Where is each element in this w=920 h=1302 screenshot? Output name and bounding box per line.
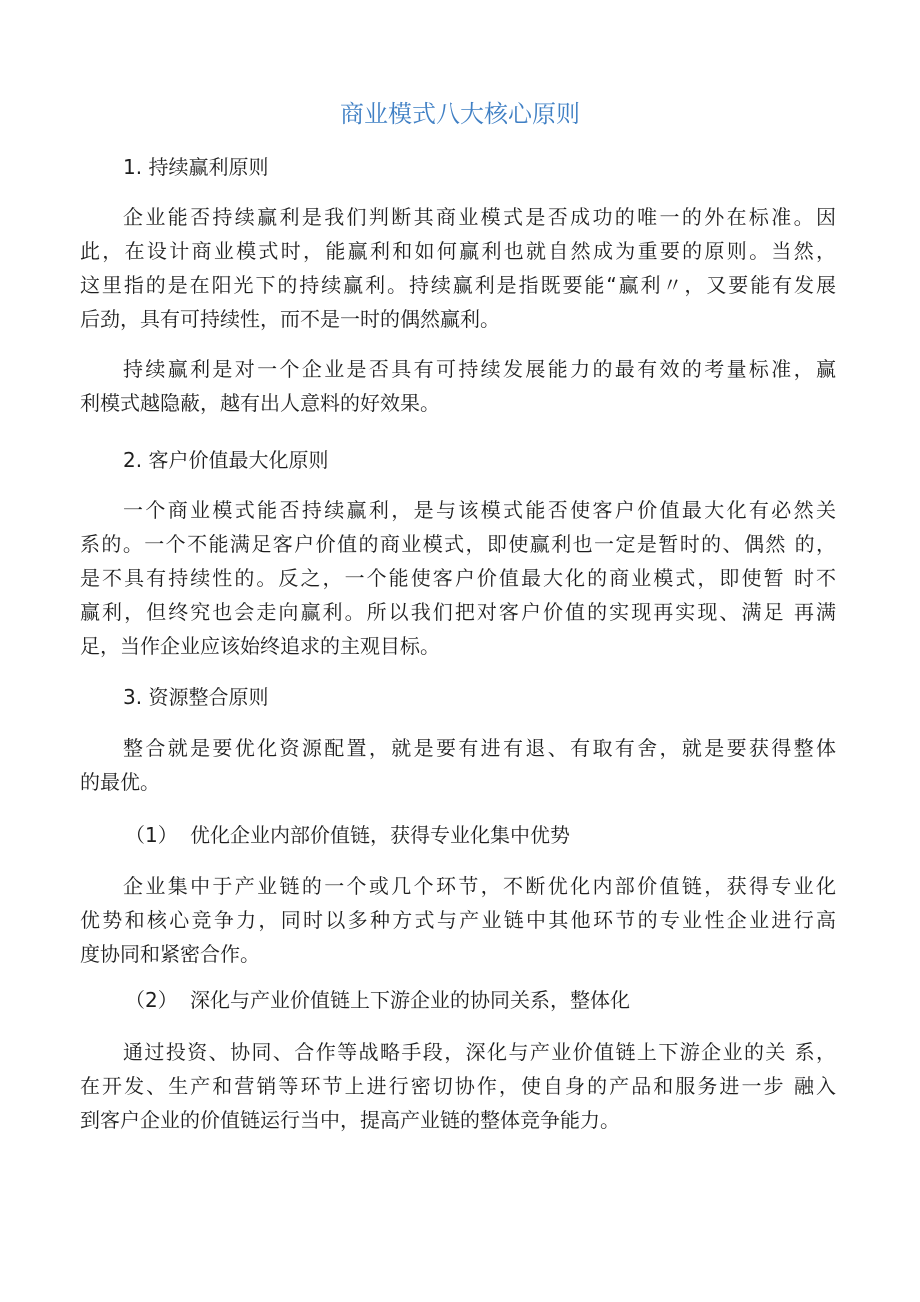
paragraph-line: 企业集中于产业链的一个或几个环节，不断优化内部价值链，获得专业化 bbox=[123, 874, 836, 898]
paragraph-line: 优势和核心竞争力，同时以多种方式与产业链中其他环节的专业性企业进行高 bbox=[80, 908, 836, 932]
section-heading: 2. 客户价值最大化原则 bbox=[123, 448, 329, 472]
paragraph-line: 赢利，但终究也会走向赢利。所以我们把对客户价值的实现再实现、满足 再满 bbox=[80, 600, 836, 624]
section-heading: 3. 资源整合原则 bbox=[123, 685, 269, 709]
section-heading: 1. 持续赢利原则 bbox=[123, 155, 269, 179]
paragraph-line: 系的。一个不能满足客户价值的商业模式，即使赢利也一定是暂时的、偶然 的， bbox=[80, 532, 836, 556]
paragraph-line: 的最优。 bbox=[80, 770, 160, 794]
paragraph-line: 利模式越隐蔽，越有出人意料的好效果。 bbox=[80, 391, 440, 415]
paragraph-line: 一个商业模式能否持续赢利，是与该模式能否使客户价值最大化有必然关 bbox=[123, 498, 836, 522]
paragraph-line: 持续赢利是对一个企业是否具有可持续发展能力的最有效的考量标准，赢 bbox=[123, 357, 836, 381]
paragraph-line: 度协同和紧密合作。 bbox=[80, 942, 260, 966]
subsection-number: （1） bbox=[125, 823, 178, 847]
paragraph-line: 企业能否持续赢利是我们判断其商业模式是否成功的唯一的外在标准。因 bbox=[123, 205, 836, 229]
subsection-number: （2） bbox=[125, 988, 178, 1012]
paragraph-line: 此，在设计商业模式时，能赢利和如何赢利也就自然成为重要的原则。当然， bbox=[80, 239, 836, 263]
paragraph-line: 整合就是要优化资源配置，就是要有进有退、有取有舍，就是要获得整体 bbox=[123, 736, 836, 760]
document-title: 商业模式八大核心原则 bbox=[340, 100, 580, 128]
subsection-heading: 深化与产业价值链上下游企业的协同关系，整体化 bbox=[190, 988, 630, 1012]
paragraph-line: 是不具有持续性的。反之，一个能使客户价值最大化的商业模式，即使暂 时不 bbox=[80, 566, 836, 590]
paragraph-line: 这里指的是在阳光下的持续赢利。持续赢利是指既要能“赢利〃，又要能有发展 bbox=[80, 273, 836, 297]
paragraph-line: 足，当作企业应该始终追求的主观目标。 bbox=[80, 634, 440, 658]
paragraph-line: 到客户企业的价值链运行当中，提高产业链的整体竞争能力。 bbox=[80, 1108, 620, 1132]
paragraph-line: 后劲，具有可持续性，而不是一时的偶然赢利。 bbox=[80, 307, 500, 331]
paragraph-line: 在开发、生产和营销等环节上进行密切协作，使自身的产品和服务进一步 融入 bbox=[80, 1074, 836, 1098]
paragraph-line: 通过投资、协同、合作等战略手段，深化与产业价值链上下游企业的关 系， bbox=[123, 1040, 836, 1064]
subsection-heading: 优化企业内部价值链，获得专业化集中优势 bbox=[190, 823, 570, 847]
